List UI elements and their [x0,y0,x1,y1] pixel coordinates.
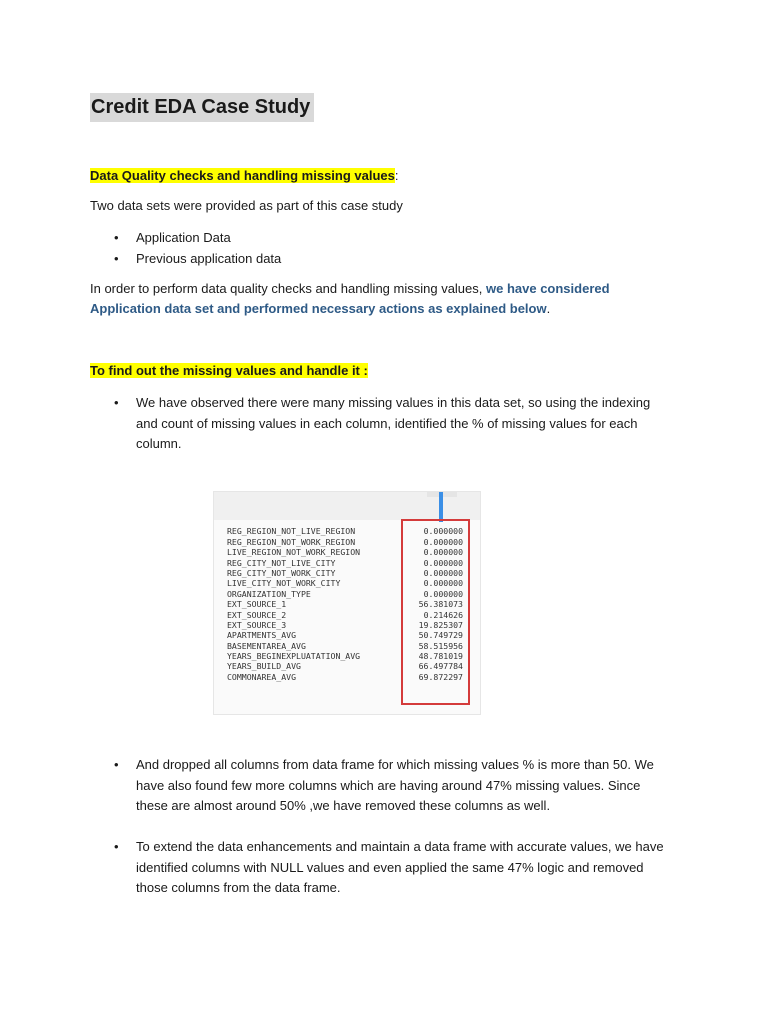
perform-end: . [546,301,551,316]
perform-text: In order to perform data quality checks and handling missing values, [90,281,486,296]
table-cell-name: ORGANIZATION_TYPE [227,588,311,599]
table-cell-name: APARTMENTS_AVG [227,630,297,641]
list-item: • Previous application data [114,249,281,270]
highlighted-heading: Data Quality checks and handling missing values [90,168,395,183]
page-title: Credit EDA Case Study [90,93,314,122]
table-cell-name: COMMONAREA_AVG [227,671,297,682]
table-cell-value: 0.000000 [423,578,463,589]
table-cell-name: EXT_SOURCE_2 [227,609,287,620]
table-cell-name: BASEMENTAREA_AVG [227,640,306,651]
table-cell-value: 69.872297 [418,671,463,682]
table-cell-name: EXT_SOURCE_3 [227,619,287,630]
intro-paragraph: Two data sets were provided as part of this case study [90,198,403,213]
table-cell-value: 56.381073 [418,599,463,610]
dataset-list [114,228,281,269]
table-cell-value: 0.000000 [423,588,463,599]
table-cell-value: 19.825307 [418,619,463,630]
heading-suffix: : [394,168,399,183]
table-cell-name: REG_REGION_NOT_WORK_REGION [227,536,356,547]
perform-paragraph [90,279,670,319]
extend-list [114,837,670,899]
list-item: • Application Data [114,228,281,249]
dropped-list [114,755,670,817]
missing-values-screenshot [213,491,481,715]
table-cell-value: 0.214626 [423,609,463,620]
highlighted-heading: To find out the missing values and handle it : [90,363,368,378]
table-cell-name: LIVE_CITY_NOT_WORK_CITY [227,578,341,589]
list-item: • And dropped all columns from data frame for which missing values % is more than 50. We have also found few more columns which are having around 47% missing values. Since these are almost around 50% ,we have removed these columns as well. [114,755,670,817]
table-cell-value: 0.000000 [423,536,463,547]
section-heading-missing-values [90,362,368,379]
perform-highlight: we have considered Application data set and performed necessary actions as explained below [90,281,610,316]
table-cell-name [227,516,407,526]
table-cell-value: 50.749729 [418,630,463,641]
table-cell-name: YEARS_BUILD_AVG [227,661,301,672]
table-cell-value: 66.497784 [418,661,463,672]
table-cell-name: REG_REGION_NOT_LIVE_REGION [227,526,356,537]
observation-list [114,393,670,455]
table-cell-value: 58.515956 [418,640,463,651]
list-item: • To extend the data enhancements and maintain a data frame with accurate values, we have identified columns with NULL values and even applied the same 47% logic and removed those columns from the data frame. [114,837,670,899]
table-cell-name: REG_CITY_NOT_LIVE_CITY [227,557,336,568]
list-item: • We have observed there were many missing values in this data set, so using the indexing and count of missing values in each column, identified the % of missing values for each column. [114,393,670,455]
table-cell-name: REG_CITY_NOT_WORK_CITY [227,567,336,578]
section-heading-data-quality [90,167,399,184]
table-cell-name: YEARS_BEGINEXPLUATATION_AVG [227,651,361,662]
table-cell-name: EXT_SOURCE_1 [227,599,287,610]
table-cell-value: 0.000000 [423,526,463,537]
highlight-box [401,519,470,705]
table-cell-value: 0.000000 [423,557,463,568]
table-cell-name: LIVE_REGION_NOT_WORK_REGION [227,547,361,558]
table-cell-value: 48.781019 [418,651,463,662]
table-cell-value: 0.000000 [423,547,463,558]
table-cell-value: 0.000000 [423,567,463,578]
